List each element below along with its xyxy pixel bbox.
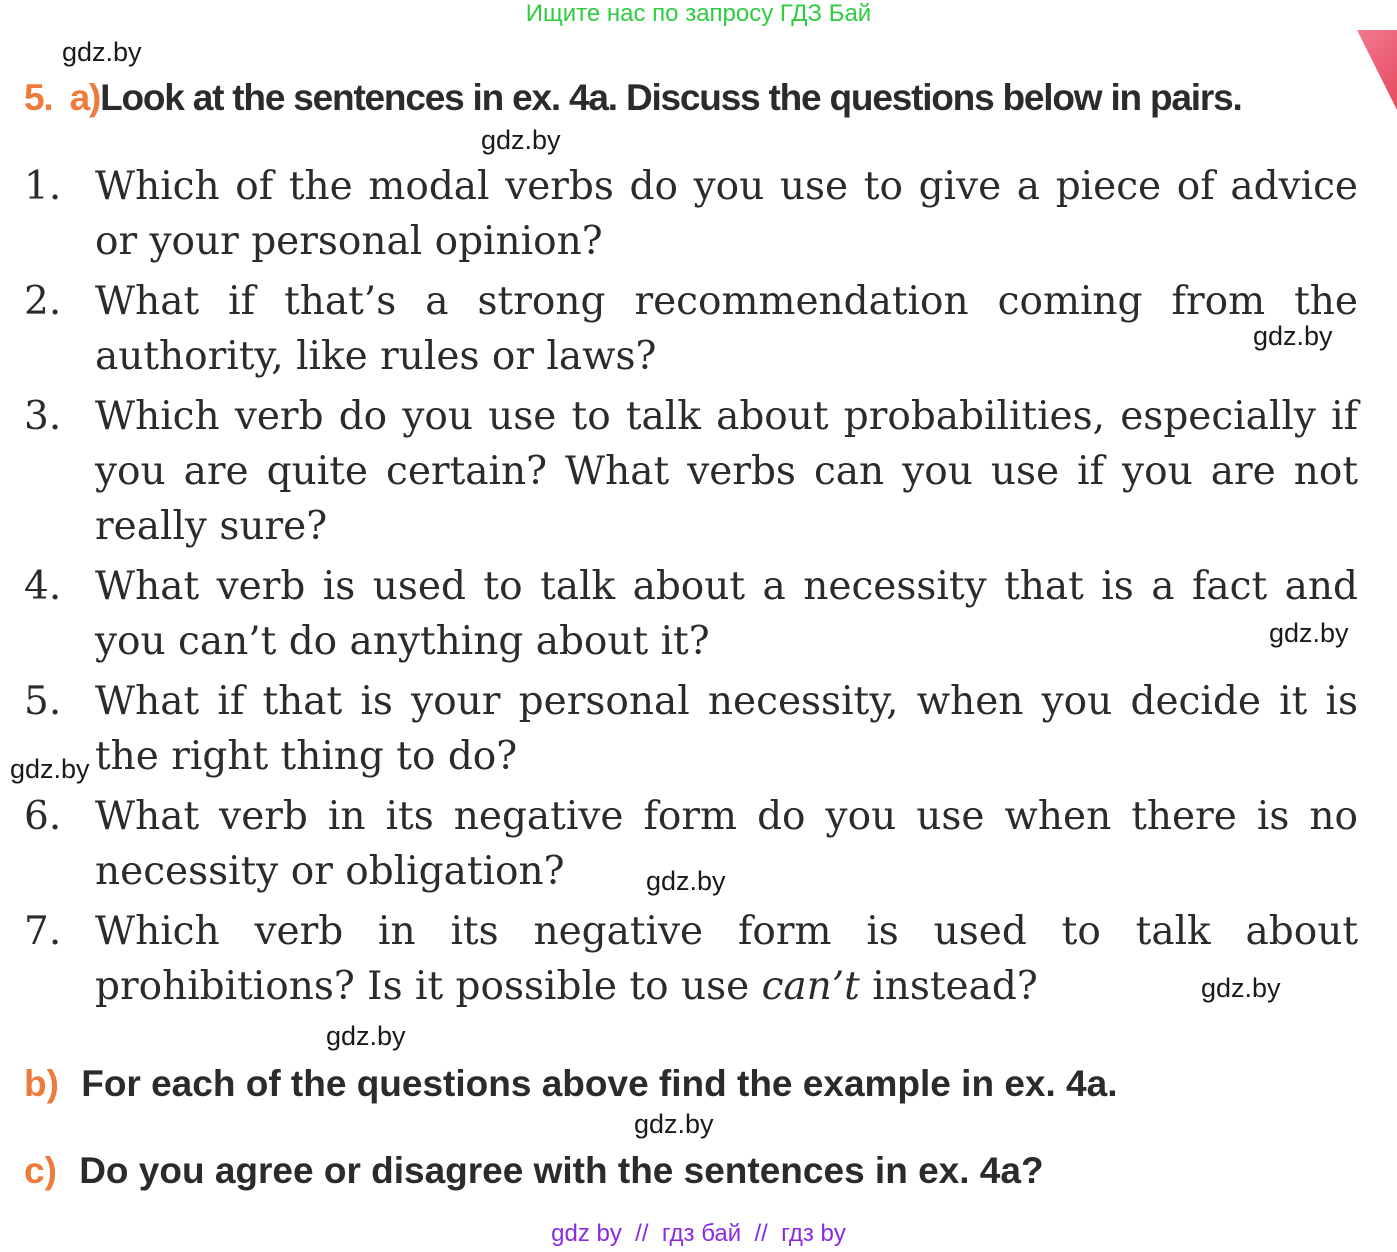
question-italic-term: can’t [761, 964, 860, 1009]
question-text: What verb is used to talk about a necessity that is a fact and you can’t do anything about it? [95, 564, 1358, 664]
watermark: gdz.by [62, 37, 142, 67]
question-text: What if that is your personal necessity, when you decide it is the right thing to do? [95, 679, 1358, 779]
watermark: gdz.by [634, 1109, 714, 1139]
part-c [24, 1149, 1044, 1193]
question-item [24, 274, 1358, 384]
question-item [24, 904, 1358, 1014]
question-number: 4. [24, 564, 62, 609]
question-item [24, 389, 1358, 554]
question-number: 7. [24, 909, 62, 954]
top-banner: Ищите нас по запросу ГДЗ Бай [525, 0, 872, 27]
part-a-instruction: Look at the sentences in ex. 4a. Discuss the questions below in pairs. [100, 77, 1242, 118]
question-item [24, 559, 1358, 669]
corner-decoration [1357, 30, 1397, 110]
part-b-letter: b) [24, 1063, 59, 1104]
question-text: Which verb do you use to talk about probabilities, especially if you are quite certain? What verbs can you use if you are not really sure? [95, 394, 1358, 549]
question-text-part: instead? [872, 964, 1038, 1009]
watermark: gdz.by [481, 125, 561, 155]
question-text: What if that’s a strong recommendation coming from the authority, like rules or laws? [95, 279, 1358, 379]
question-number: 3. [24, 394, 62, 439]
question-text: Which of the modal verbs do you use to give a piece of advice or your personal opinion? [95, 164, 1358, 264]
part-c-letter: c) [24, 1150, 57, 1191]
question-text-part: Which verb in its negative form is used to talk about prohibitions? Is it possible to use [95, 909, 1358, 1009]
question-number: 1. [24, 164, 62, 209]
exercise-heading [24, 76, 1242, 120]
watermark: gdz.by [1269, 618, 1349, 648]
part-c-instruction: Do you agree or disagree with the sentences in ex. 4a? [79, 1150, 1044, 1191]
part-a-letter: a) [69, 77, 101, 118]
question-number: 5. [24, 679, 62, 724]
question-number: 2. [24, 279, 62, 324]
question-text: What verb in its negative form do you use when there is no necessity or obligation? [95, 794, 1358, 894]
question-item [24, 789, 1358, 899]
question-item [24, 159, 1358, 269]
question-number: 6. [24, 794, 62, 839]
watermark: gdz.by [10, 754, 90, 784]
exercise-number: 5. [24, 77, 53, 118]
watermark: gdz.by [646, 866, 726, 896]
watermark: gdz.by [1253, 321, 1333, 351]
part-b-instruction: For each of the questions above find the example in ex. 4a. [81, 1063, 1118, 1104]
question-item [24, 674, 1358, 784]
footer-links: gdz by // гдз бай // гдз by [551, 1220, 846, 1247]
part-b [24, 1062, 1117, 1106]
question-text [95, 904, 1358, 1014]
watermark: gdz.by [1201, 973, 1281, 1003]
watermark: gdz.by [326, 1021, 406, 1051]
